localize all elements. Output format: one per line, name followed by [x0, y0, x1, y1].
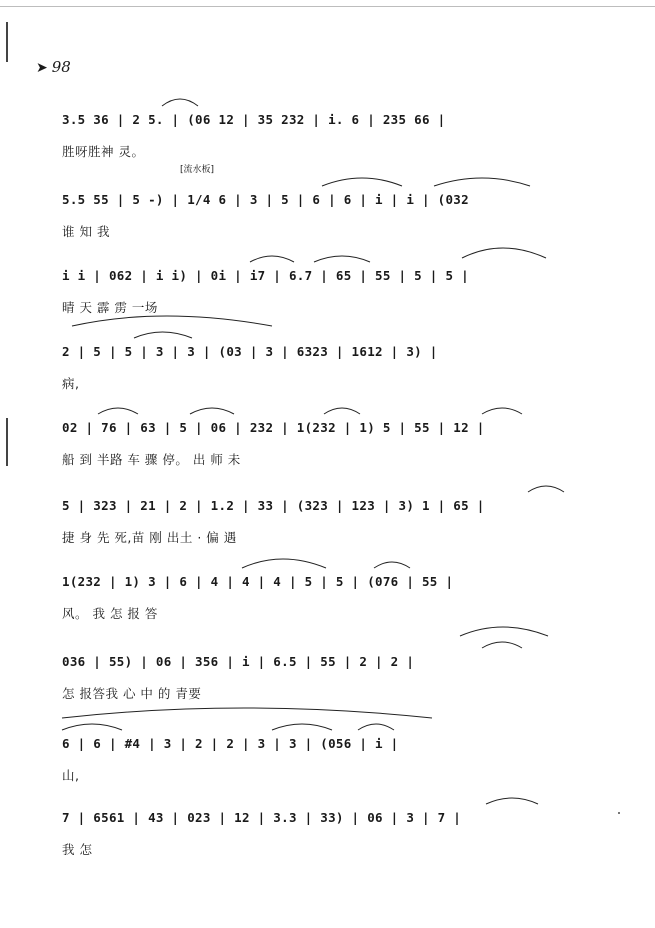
- notation-line: i i | 062 | i i) | 0i | i7 | 6.7 | 65 | 55 | 5 | 5 |: [62, 268, 469, 283]
- notation-line: 02 | 76 | 63 | 5 | 06 | 232 | 1(232 | 1) 5 | 55 | 12 |: [62, 420, 485, 435]
- score-system-5: [62, 412, 582, 482]
- lyrics-line: 风。 我 怎 报 答: [62, 606, 158, 621]
- slur-marks: [62, 788, 582, 808]
- slur-marks: [62, 714, 582, 734]
- lyrics-line: 晴 天 霹 雳 一场: [62, 300, 158, 315]
- score-system-6: [62, 490, 582, 560]
- slur-marks: [62, 170, 582, 190]
- page-number: [36, 58, 71, 76]
- binding-edge-mark: [6, 418, 8, 466]
- scan-top-line: [0, 6, 655, 7]
- lyrics-line: 怎 报答我 心 中 的 青要: [62, 686, 202, 701]
- notation-line: 1(232 | 1) 3 | 6 | 4 | 4 | 4 | 5 | 5 | (076 | 55 |: [62, 574, 454, 589]
- score-system-10: [62, 802, 582, 872]
- slur-marks: [62, 476, 582, 496]
- slur-marks: [62, 632, 582, 652]
- lyrics-line: 捷 身 先 死,苗 刚 出土 · 偏 遇: [62, 530, 237, 545]
- slur-marks: [62, 398, 582, 418]
- lyrics-line: 我 怎: [62, 842, 93, 857]
- notation-line: 2 | 5 | 5 | 3 | 3 | (03 | 3 | 6323 | 1612 | 3) |: [62, 344, 438, 359]
- slur-marks: [62, 90, 582, 110]
- notation-line: 036 | 55) | 06 | 356 | i | 6.5 | 55 | 2 | 2 |: [62, 654, 415, 669]
- score-system-7: [62, 566, 582, 636]
- lyrics-line: 病,: [62, 376, 80, 391]
- notation-line: 3.5 36 | 2 5. | (06 12 | 35 232 | i. 6 | 235 66 |: [62, 112, 446, 127]
- lyrics-line: 谁 知 我: [62, 224, 110, 239]
- tempo-marking: [流水板]: [180, 165, 215, 175]
- notation-line: 6 | 6 | #4 | 3 | 2 | 2 | 3 | 3 | (056 | i |: [62, 736, 399, 751]
- score-system-8: [62, 646, 582, 716]
- score-system-2: [62, 165, 582, 254]
- triangle-arrow-icon: ➤: [36, 60, 48, 76]
- score-system-4: [62, 336, 582, 406]
- score-system-3: [62, 260, 582, 330]
- slur-marks: [62, 552, 582, 572]
- binding-edge-mark: [6, 22, 8, 62]
- notation-line: 7 | 6561 | 43 | 023 | 12 | 3.3 | 33) | 06 | 3 | 7 |: [62, 810, 462, 825]
- scan-dot: [618, 812, 620, 814]
- lyrics-line: 山,: [62, 768, 80, 783]
- lyrics-line: 胜呀胜神 灵。: [62, 144, 145, 159]
- slur-marks: [62, 322, 582, 342]
- lyrics-line: 船 到 半路 车 骤 停。 出 师 未: [62, 452, 241, 467]
- notation-line: 5 | 323 | 21 | 2 | 1.2 | 33 | (323 | 123 | 3) 1 | 65 |: [62, 498, 485, 513]
- page-number-text: 98: [51, 58, 71, 76]
- slur-marks: [62, 246, 582, 266]
- notation-line: 5.5 55 | 5 -) | 1/4 6 | 3 | 5 | 6 | 6 | i | i | (032: [62, 192, 469, 207]
- score-system-1: [62, 104, 582, 174]
